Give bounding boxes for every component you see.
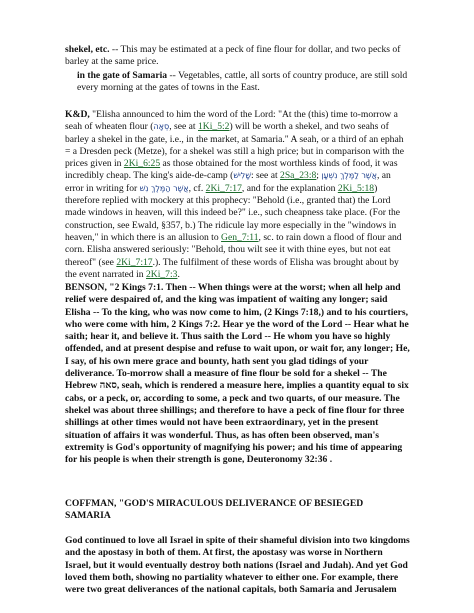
ref-2ki-6-25[interactable]: 2Ki_6:25 [123, 158, 161, 170]
kd-text-11: , sc. to rain down a flood of flour and corn. Elisha answered seriously: "Behold, thou wilt see it with thine eyes, but not eat thereof" (see [65, 231, 402, 268]
hebrew-shalish: שָׁלִישׁ [233, 171, 251, 181]
kd-text-13: . [177, 268, 180, 280]
kd-text-6: ; [316, 170, 322, 182]
hebrew-seah: סְאָה [153, 122, 170, 132]
ref-2ki-5-18[interactable]: 2Ki_5:18 [337, 182, 375, 194]
shekel-paragraph [65, 44, 410, 69]
shekel-term: shekel, etc. [65, 44, 110, 55]
ref-2ki-7-17-b[interactable]: 2Ki_7:17 [116, 256, 153, 268]
shekel-text: -- This may be estimated at a peck of fine flour for dollar, and two pecks of barley at the same price. [65, 44, 401, 68]
ref-1ki-5-2[interactable]: 1Ki_5:2 [198, 121, 230, 133]
kd-text-10: ) therefore replied with mockery at this prophecy: "Behold (i.e., granted that) the Lord made windows in heaven, will this indeed be?" i.e., such cheapness take place. (For the construction, see Ewald, §357, b.) The ridicule lay more especially in the "windows in heaven," in which there is an allusion to [65, 182, 401, 243]
hebrew-phrase-1: אֲשֶׁר לַמֶּלֶךְ נִשְׁעָן [321, 171, 377, 181]
ref-2ki-7-3[interactable]: 2Ki_7:3 [145, 268, 178, 280]
kd-text-3: ) will be worth a shekel, and two seahs of barley a shekel in the gate, i.e., in the market, at Samaria." A seah, or a third of an ephah = a Dresden peck (Metze), for a shekel was still a high price; but in comparison with the prices given in [65, 121, 404, 170]
kd-text-8: , cf. [188, 182, 206, 194]
benson-paragraph: BENSON, "2 Kings 7:1. Then -- When things were at the worst; when all help and relief were despaired of, and the king was impatient of waiting any longer; said Elisha -- To the king, who was now come to him, (2 Kings 7:18,) and to his courtiers, who were come with him, 2 Kings 7:2. Hear ye the word of the Lord -- Hear what he saith; hear it, and believe it. Thus saith the Lord -- He whom you have so highly offended, and at present despise and refuse to wait upon, or wait for, any longer; He, I say, of his own mere grace and bounty, hath sent you glad tidings of your deliverance. To-morrow shall a measure of fine flour be sold for a shekel -- The Hebrew סאה, seah, which is rendered a measure here, implies a quantity equal to six cabs, or a peck, or, according to some, a peck and two quarts, of our measure. The shekel was about three shillings; and therefore to have a peck of fine flour for three shillings at other times would not have been extraordinary, yet in the present situation of affairs it was wonderful. Thus, as has often been observed, man's extremity is God's opportunity of magnifying his power; and his time of appearing for his people is when their strength is gone, Deuteronomy 32:36 . [65, 282, 410, 466]
hebrew-phrase-2: אֲשֶׁר הַמֶּלֶךְ נִשׁ [139, 183, 189, 193]
coffman-heading: COFFMAN, "GOD'S MIRACULOUS DELIVERANCE OF BESIEGED SAMARIA [65, 498, 364, 522]
gate-term: in the gate of Samaria [77, 70, 168, 81]
kd-text-1: "Elisha announced to him the word of the Lord: "At the (this) time to-morrow a seah of wheaten flour ( [65, 109, 398, 133]
kd-paragraph [65, 109, 410, 281]
ref-2sa-23-8[interactable]: 2Sa_23:8 [280, 170, 317, 182]
kd-text-2: , see at [169, 121, 198, 133]
coffman-paragraph: God continued to love all Israel in spite of their shameful division into two kingdoms and the apostasy in both of them. At first, the apostasy was worse in Northern Israel, but it would eventually destroy both nations (Israel and Judah). And yet God loved them both, showing no partiality whatever to either one. For example, there were two great deliverances of the national capitals, both Samaria and Jerusalem [65, 535, 410, 596]
kd-text-12: .). The fulfilment of these words of Elisha was brought about by the event narrated in [65, 256, 399, 280]
gate-paragraph [65, 70, 410, 95]
kd-text-4: as those obtained for the most worthless kinds of food, it was incredibly cheap. The king's aide-de-camp ( [65, 158, 398, 182]
kd-label: K&D, [65, 109, 90, 120]
gate-text: -- Vegetables, cattle, all sorts of country produce, are still sold every morning at the gates of towns in the East. [77, 70, 408, 94]
kd-text-7: , an error in writing for [65, 170, 391, 194]
ref-gen-7-11[interactable]: Gen_7:11 [221, 231, 259, 243]
kd-text-9: , and for the explanation [241, 182, 338, 194]
kd-text-5: : see at [250, 170, 281, 182]
ref-2ki-7-17[interactable]: 2Ki_7:17 [205, 182, 242, 194]
